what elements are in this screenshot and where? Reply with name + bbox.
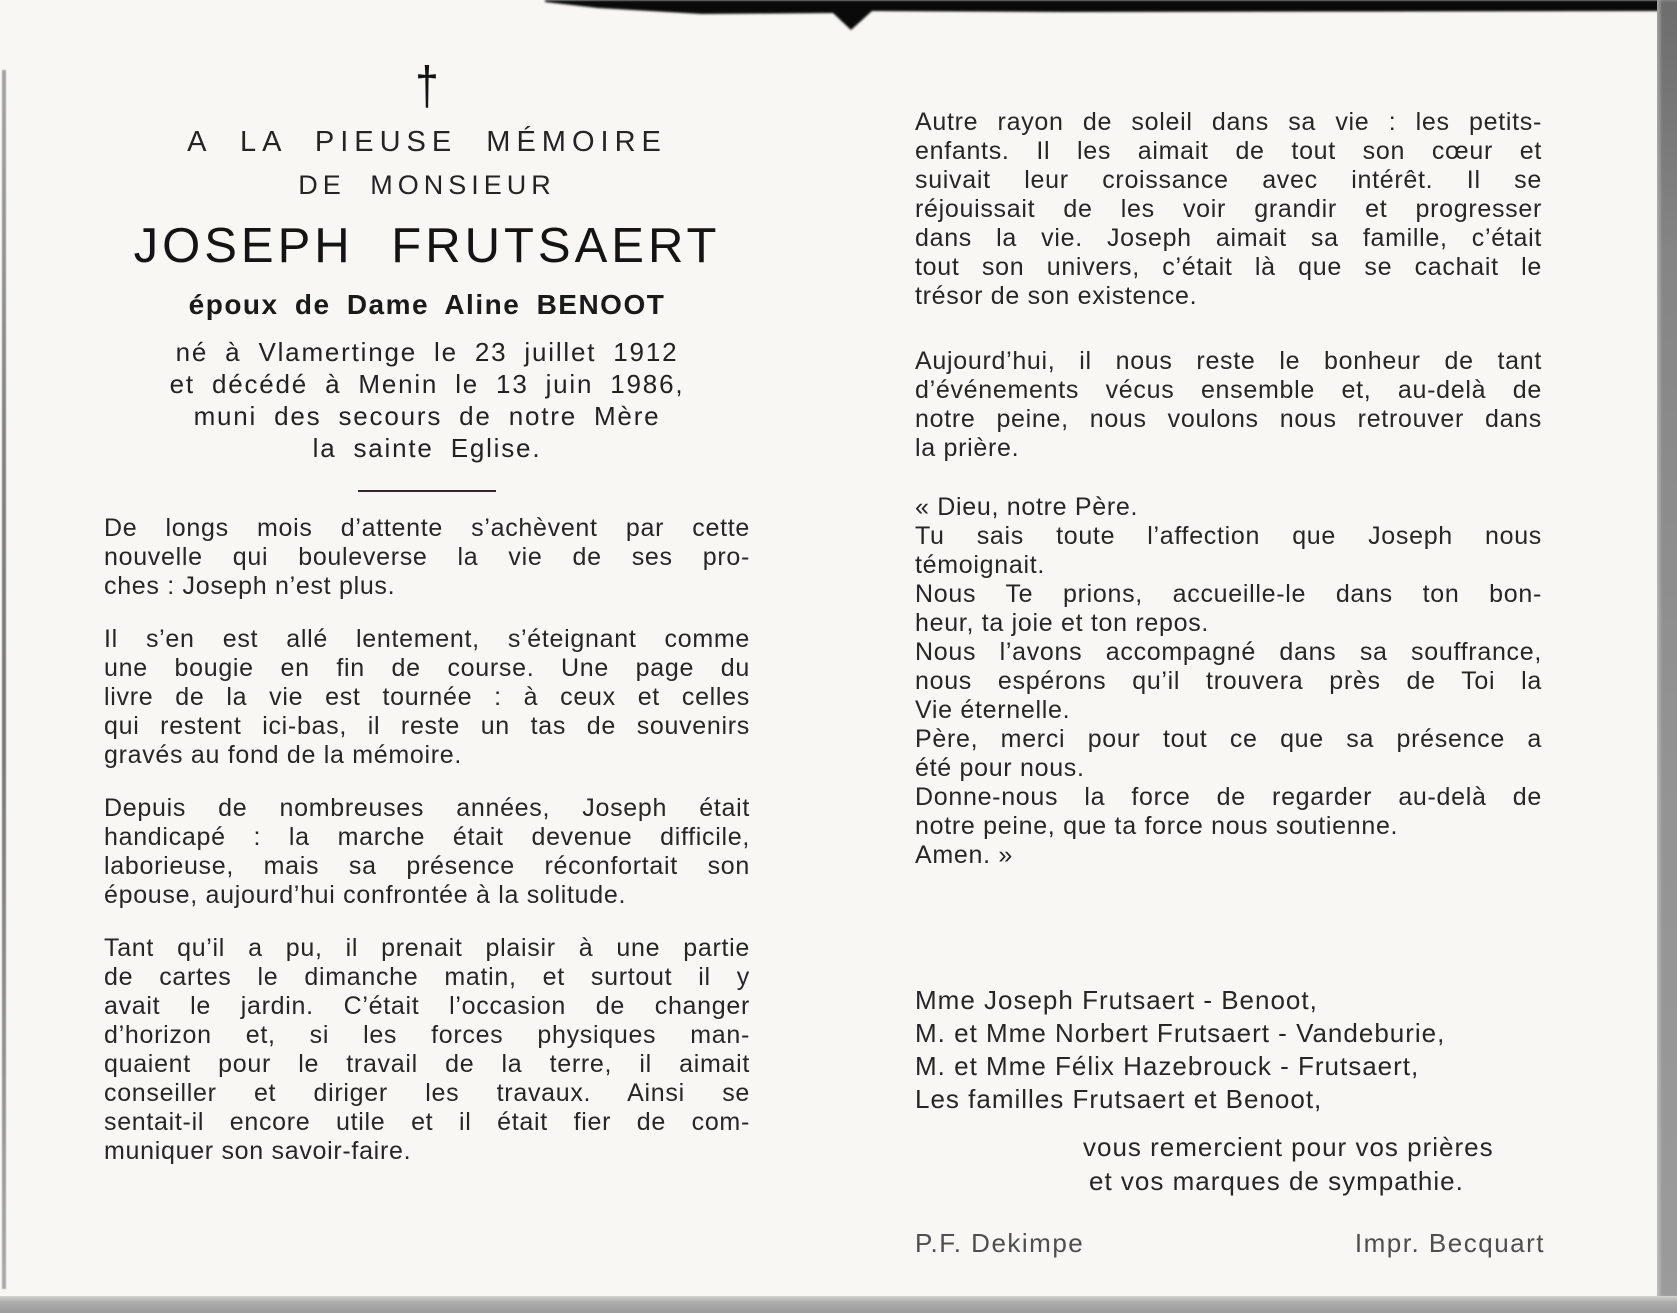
text-line: Mme Joseph Frutsaert - Benoot, — [915, 985, 1318, 1015]
text-line: témoignait. — [915, 551, 1045, 579]
paragraph — [915, 841, 1542, 870]
text-line: notre peine, nous voulons nous retrouver dans — [915, 405, 1542, 433]
text-line: Tu sais toute l’affection que Joseph nous — [915, 522, 1542, 550]
printer-name: Impr. Becquart — [1354, 1228, 1545, 1258]
text-line: muniquer son savoir-faire. — [104, 1137, 412, 1165]
paragraph — [104, 514, 750, 601]
text-line: Père, merci pour tout ce que sa présence a — [915, 725, 1542, 753]
text-line: nous espérons qu’il trouvera près de Toi la — [915, 667, 1542, 695]
text-line: Tant qu’il a pu, il prenait plaisir à une partie — [104, 934, 750, 962]
text-line: Donne-nous la force de regarder au-delà de — [915, 783, 1542, 811]
funeral-home-name: P.F. Dekimpe — [915, 1228, 1085, 1258]
paragraph — [915, 347, 1542, 463]
text-line: et vos marques de sympathie. — [1089, 1166, 1464, 1196]
text-line: d’événements vécus ensemble et, au-delà de — [915, 376, 1542, 404]
text-line: trésor de son existence. — [915, 282, 1198, 310]
left-page-text — [104, 514, 750, 1166]
thanks-block — [1083, 1130, 1542, 1198]
right-page-paragraph-1 — [915, 108, 1542, 311]
text-line: Depuis de nombreuses années, Joseph était — [104, 794, 750, 822]
text-line: qui restent ici-bas, il reste un tas de souvenirs — [104, 712, 750, 740]
scan-right-edge — [1657, 0, 1677, 1297]
scan-left-edge — [2, 70, 6, 1289]
text-line: M. et Mme Félix Hazebrouck - Frutsaert, — [915, 1051, 1420, 1081]
text-line: la sainte Eglise. — [312, 433, 542, 463]
text-line: une bougie en fin de course. Une page du — [104, 654, 750, 682]
scan-bottom-edge — [0, 1296, 1677, 1313]
paragraph — [915, 783, 1542, 841]
prayer-block — [915, 493, 1542, 870]
text-line: gravés au fond de la mémoire. — [104, 741, 462, 769]
left-page — [104, 56, 750, 1190]
text-line: suivait leur croissance avec intérêt. Il se — [915, 166, 1542, 194]
text-line: notre peine, que ta force nous soutienne. — [915, 812, 1399, 840]
text-line: de cartes le dimanche matin, et surtout il y — [104, 963, 750, 991]
text-line: handicapé : la marche était devenue difficile, — [104, 823, 750, 851]
text-line: sentait-il encore utile et il était fier de com- — [104, 1108, 750, 1136]
birth-death-info — [104, 336, 750, 464]
scan-top-edge — [0, 0, 1677, 40]
text-line: Aujourd’hui, il nous reste le bonheur de tant — [915, 347, 1542, 375]
text-line: vous remercient pour vos prières — [1083, 1132, 1494, 1162]
text-line: Nous Te prions, accueille-le dans ton bon- — [915, 580, 1542, 608]
paragraph — [104, 934, 750, 1166]
text-line: M. et Mme Norbert Frutsaert - Vandeburie, — [915, 1018, 1446, 1048]
text-line: avait le jardin. C’était l’occasion de changer — [104, 992, 750, 1020]
paragraph — [915, 580, 1542, 638]
paragraph — [915, 522, 1542, 580]
text-line: épouse, aujourd’hui confrontée à la solitude. — [104, 881, 627, 909]
text-line: été pour nous. — [915, 754, 1085, 782]
text-line: heur, ta joie et ton repos. — [915, 609, 1210, 637]
imprint-footer — [915, 1228, 1545, 1259]
text-line: De longs mois d’attente s’achèvent par cette — [104, 514, 750, 542]
paragraph — [104, 625, 750, 770]
text-line: muni des secours de notre Mère — [193, 401, 661, 431]
text-line: Les familles Frutsaert et Benoot, — [915, 1084, 1323, 1114]
text-line: quaient pour le travail de la terre, il aimait — [104, 1050, 750, 1078]
text-line: dans la vie. Joseph aimait sa famille, c’était — [915, 224, 1542, 252]
text-line: et décédé à Menin le 13 juin 1986, — [169, 369, 685, 399]
of-monsieur-line: DE MONSIEUR — [298, 170, 556, 200]
text-line: Vie éternelle. — [915, 696, 1071, 724]
spouse-line: époux de Dame Aline BENOOT — [188, 289, 666, 320]
text-line: ches : Joseph n’est plus. — [104, 572, 396, 600]
paragraph — [104, 794, 750, 910]
text-line: « Dieu, notre Père. — [915, 493, 1139, 521]
paragraph — [915, 725, 1542, 783]
text-line: tout son univers, c’était là que se cachait le — [915, 253, 1542, 281]
text-line: Nous l’avons accompagné dans sa souffrance, — [915, 638, 1542, 666]
memorial-heading — [104, 56, 750, 492]
text-line: livre de la vie est tournée : à ceux et celles — [104, 683, 750, 711]
text-line: laborieuse, mais sa présence réconfortait son — [104, 852, 750, 880]
paragraph — [915, 108, 1542, 311]
text-line: Autre rayon de soleil dans sa vie : les petits- — [915, 108, 1542, 136]
heading-divider — [358, 490, 496, 492]
family-names-block — [915, 984, 1542, 1116]
text-line: Amen. » — [915, 841, 1014, 869]
text-line: nouvelle qui bouleverse la vie de ses pro- — [104, 543, 750, 571]
cross-icon: † — [415, 56, 439, 116]
text-line: d’horizon et, si les forces physiques man- — [104, 1021, 750, 1049]
paragraph — [915, 493, 1542, 522]
paragraph — [915, 638, 1542, 725]
text-line: conseiller et diriger les travaux. Ainsi se — [104, 1079, 750, 1107]
text-line: enfants. Il les aimait de tout son cœur et — [915, 137, 1542, 165]
right-page-paragraph-2 — [915, 347, 1542, 463]
text-line: la prière. — [915, 434, 1020, 462]
right-page — [915, 108, 1542, 1198]
pious-memory-line: A LA PIEUSE MÉMOIRE — [187, 126, 667, 158]
text-line: Il s’en est allé lentement, s’éteignant comme — [104, 625, 750, 653]
text-line: né à Vlamertinge le 23 juillet 1912 — [175, 337, 679, 367]
text-line: réjouissait de les voir grandir et progresser — [915, 195, 1542, 223]
deceased-name: JOSEPH FRUTSAERT — [133, 219, 721, 273]
